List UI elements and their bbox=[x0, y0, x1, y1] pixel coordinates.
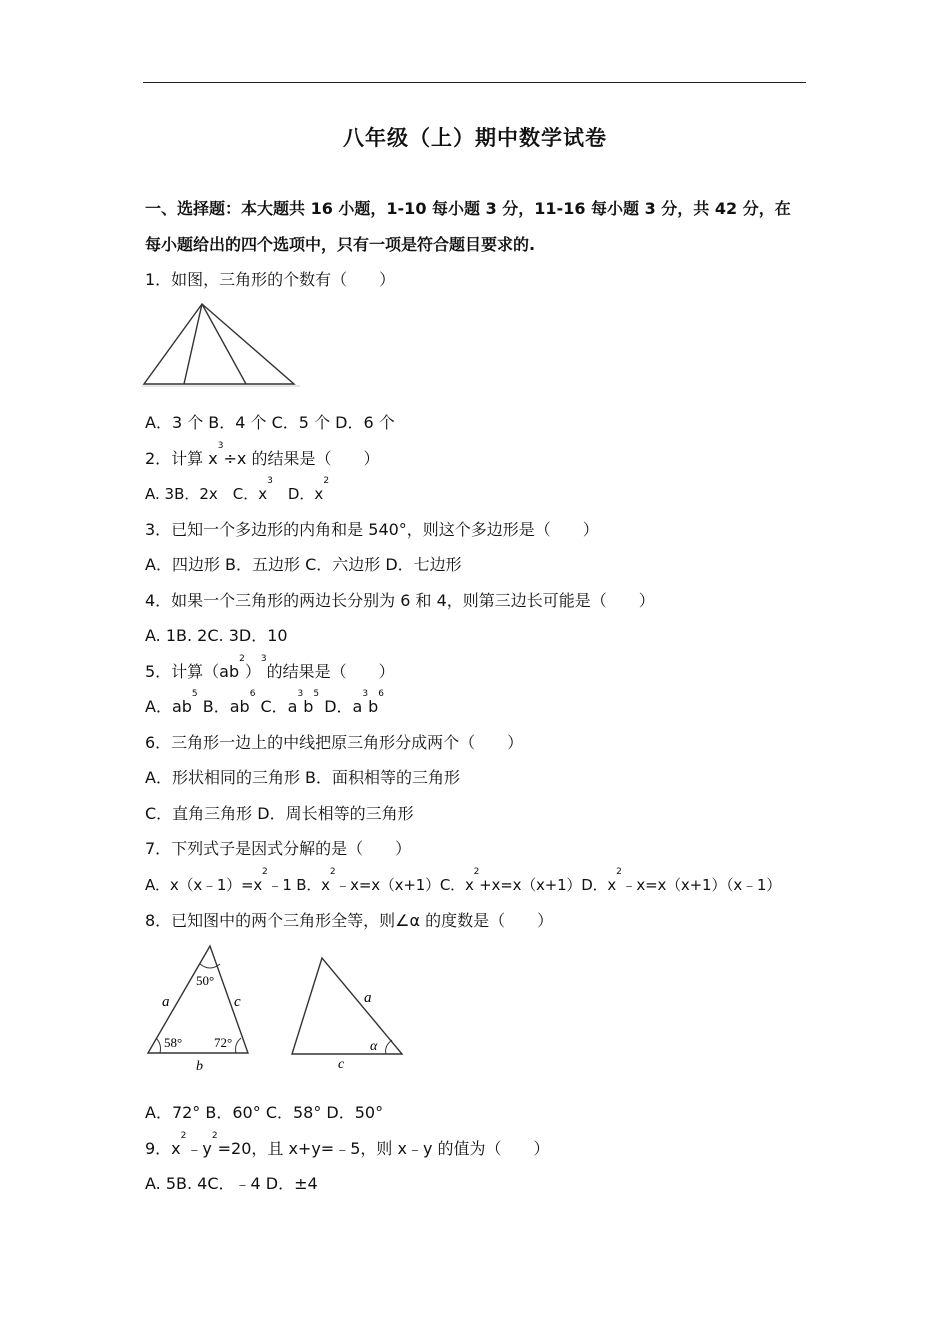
q2-options: A. 3B．2x C．$x^3$ D．$x^2$ bbox=[145, 476, 330, 503]
q8-options: A．72° B．60° C．58° D．50° bbox=[145, 1103, 384, 1122]
q6-stem: 6．三角形一边上的中线把原三角形分成两个（ ） bbox=[145, 733, 524, 752]
q6-options-line2: C．直角三角形 D．周长相等的三角形 bbox=[145, 804, 414, 823]
q8-congruent-triangles-figure bbox=[140, 940, 410, 1075]
fig2-angle-alpha: α bbox=[370, 1039, 378, 1054]
section-heading-line2: 每小题给出的四个选项中，只有一项是符合题目要求的. bbox=[145, 235, 536, 254]
q1-options: A．3 个 B．4 个 C．5 个 D．6 个 bbox=[145, 413, 395, 432]
header-rule bbox=[143, 82, 806, 83]
fig2-side-bottom: c bbox=[338, 1057, 345, 1072]
angle-arc-alpha bbox=[386, 1040, 392, 1054]
q1-inner-line-2 bbox=[202, 304, 246, 384]
angle-arc-left bbox=[156, 1038, 161, 1053]
q1-stem: 1．如图，三角形的个数有（ ） bbox=[145, 270, 396, 289]
q4-stem: 4．如果一个三角形的两边长分别为 6 和 4，则第三边长可能是（ ） bbox=[145, 591, 655, 610]
q3-options: A．四边形 B．五边形 C．六边形 D．七边形 bbox=[145, 555, 462, 574]
fig2-side-right: a bbox=[364, 990, 372, 1006]
q7-options: A．$x(x﹣1)=x^2﹣1$ B．$x^2﹣x=x(x+1)C$．$x^2+x=x(x+1)D$．$x^2﹣x=x(x+1)(x﹣1)$ bbox=[145, 867, 782, 894]
angle-arc-right bbox=[236, 1038, 241, 1053]
q3-stem: 3．已知一个多边形的内角和是 540°，则这个多边形是（ ） bbox=[145, 520, 599, 539]
q8-triangle-2 bbox=[292, 958, 402, 1072]
q4-options: A. 1B. 2C. 3D．10 bbox=[145, 626, 288, 645]
fig1-angle-right: 72° bbox=[214, 1035, 233, 1050]
fig1-side-left: a bbox=[162, 994, 170, 1010]
q2-stem: 2．计算 $x^3\div x$ 的结果是（ ） bbox=[145, 441, 380, 468]
section-heading-line1: 一、选择题：本大题共 16 小题，1-10 每小题 3 分，11-16 每小题 3 分，共 42 分，在 bbox=[145, 199, 791, 218]
q7-stem: 7．下列式子是因式分解的是（ ） bbox=[145, 839, 412, 858]
q9-stem: 9．$x^2﹣y^2=20$，且 x+y=﹣5，则 x﹣y 的值为（ ） bbox=[145, 1131, 550, 1158]
q5-options: A．$ab^5$ B．$ab^6$ C．$a^3b^5$ D．$a^3b^6$ bbox=[145, 689, 384, 716]
q8-stem: 8．已知图中的两个三角形全等，则∠α 的度数是（ ） bbox=[145, 911, 554, 930]
fig1-angle-left: 58° bbox=[164, 1035, 183, 1050]
fig1-angle-top: 50° bbox=[196, 973, 215, 988]
q1-triangle-figure bbox=[142, 300, 302, 390]
fig1-side-right: c bbox=[234, 994, 241, 1010]
q6-options-line1: A．形状相同的三角形 B．面积相等的三角形 bbox=[145, 768, 461, 787]
fig1-side-bottom: b bbox=[196, 1059, 203, 1074]
page-title: 八年级（上）期中数学试卷 bbox=[343, 126, 607, 150]
q8-triangle-1 bbox=[148, 946, 248, 1074]
q5-stem: 5．计算$(ab^2)^3$的结果是（ ） bbox=[145, 654, 395, 681]
q9-options: A. 5B. 4C．﹣4 D．±4 bbox=[145, 1174, 318, 1193]
q1-outer-triangle bbox=[144, 304, 294, 384]
